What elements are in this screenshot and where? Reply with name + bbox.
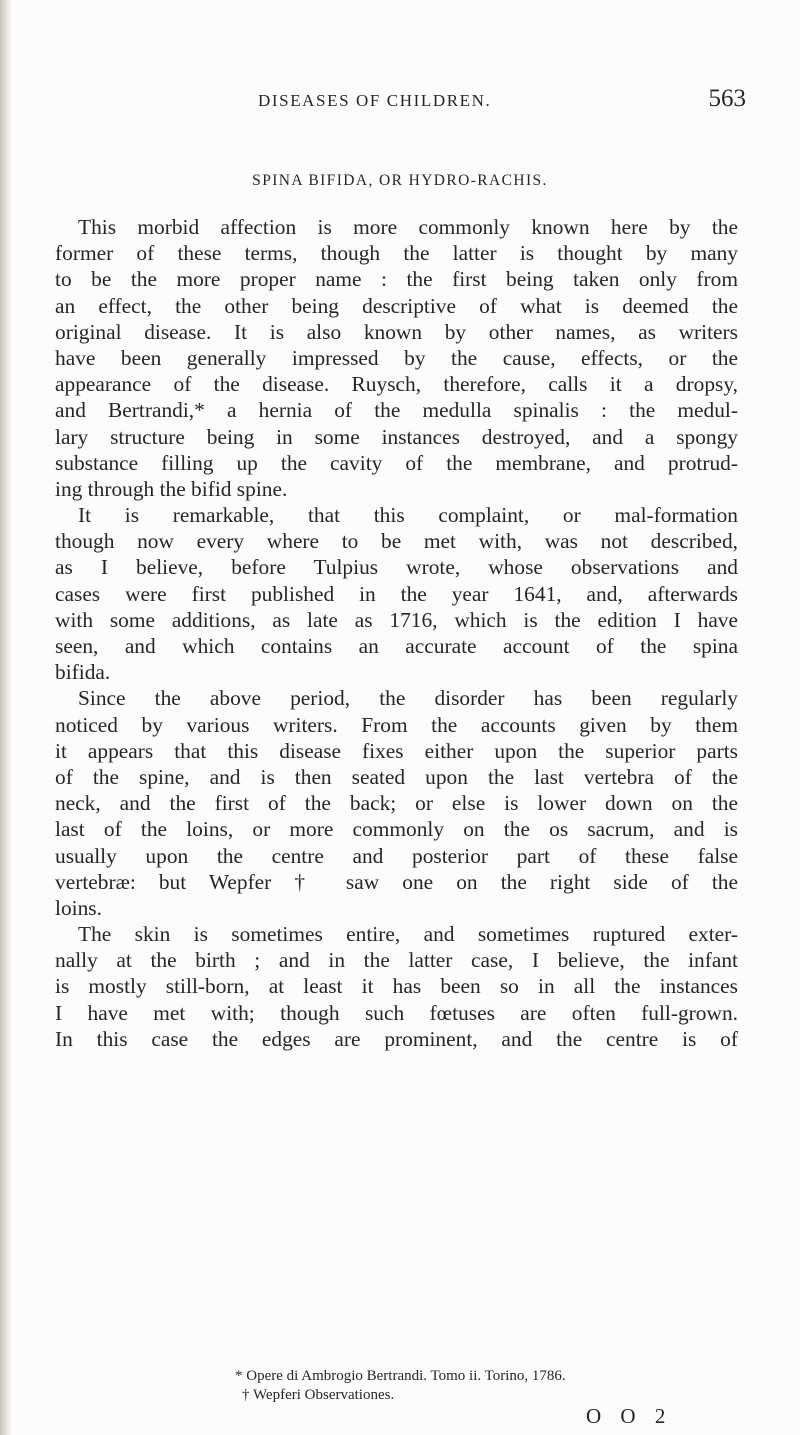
text-line: It is remarkable, that this complaint, or mal-formation: [78, 503, 738, 528]
text-line: I have met with; though such fœtuses are often full-grown.: [55, 1000, 738, 1025]
text-line: ing through the bifid spine.: [55, 476, 288, 501]
text-line: noticed by various writers. From the accounts given by them: [55, 712, 738, 737]
text-line: loins.: [55, 895, 102, 920]
text-line: to be the more proper name : the first being taken only from: [55, 267, 738, 292]
text-line: have been generally impressed by the cause, effects, or the: [55, 345, 738, 370]
text-line: neck, and the first of the back; or else is lower down on the: [55, 791, 738, 816]
text-line: of the spine, and is then seated upon the last vertebra of the: [55, 764, 738, 789]
page-number: 563: [708, 85, 746, 112]
text-line: original disease. It is also known by other names, as writers: [55, 319, 738, 344]
text-line: seen, and which contains an accurate account of the spina: [55, 634, 738, 658]
text-line: cases were first published in the year 1641, and, afterwards: [55, 581, 738, 606]
signature-mark: O O 2: [586, 1404, 673, 1428]
text-line: is mostly still-born, at least it has been so in all the instances: [55, 974, 738, 999]
footnote-wepfer: † Wepferi Observationes.: [242, 1387, 395, 1403]
running-head: [56, 85, 746, 131]
text-line: with some additions, as late as 1716, which is the edition I have: [55, 607, 738, 632]
body-text: [55, 214, 738, 1052]
text-line: former of these terms, though the latter is thought by many: [55, 241, 738, 266]
text-line: lary structure being in some instances destroyed, and a spongy: [55, 424, 738, 449]
text-line: as I believe, before Tulpius wrote, whose observations and: [55, 555, 738, 580]
text-line: This morbid affection is more commonly known here by the: [78, 215, 738, 239]
text-line: appearance of the disease. Ruysch, therefore, calls it a dropsy,: [55, 372, 738, 397]
text-line: though now every where to be met with, was not described,: [55, 529, 738, 554]
text-line: vertebræ: but Wepfer † saw one on the right side of the: [55, 869, 738, 894]
text-line: nally at the birth ; and in the latter case, I believe, the infant: [55, 948, 738, 973]
text-line: it appears that this disease fixes either upon the superior parts: [55, 738, 738, 763]
section-heading: SPINA BIFIDA, OR HYDRO-RACHIS.: [252, 172, 548, 189]
binding-edge: [0, 0, 12, 1435]
running-title: DISEASES OF CHILDREN.: [258, 91, 492, 110]
text-line: substance filling up the cavity of the membrane, and protrud-: [55, 450, 738, 475]
footnote-bertrandi: * Opere di Ambrogio Bertrandi. Tomo ii. Torino, 1786.: [235, 1368, 566, 1384]
text-line: an effect, the other being descriptive of what is deemed the: [55, 293, 738, 318]
text-line: bifida.: [55, 660, 111, 685]
text-line: In this case the edges are prominent, and the centre is of: [55, 1026, 738, 1051]
text-line: Since the above period, the disorder has been regularly: [78, 686, 738, 711]
text-line: The skin is sometimes entire, and sometimes ruptured exter-: [78, 922, 738, 947]
text-line: last of the loins, or more commonly on the os sacrum, and is: [55, 817, 738, 842]
text-line: usually upon the centre and posterior part of these false: [55, 843, 738, 868]
text-line: and Bertrandi,* a hernia of the medulla spinalis : the medul-: [55, 398, 738, 423]
